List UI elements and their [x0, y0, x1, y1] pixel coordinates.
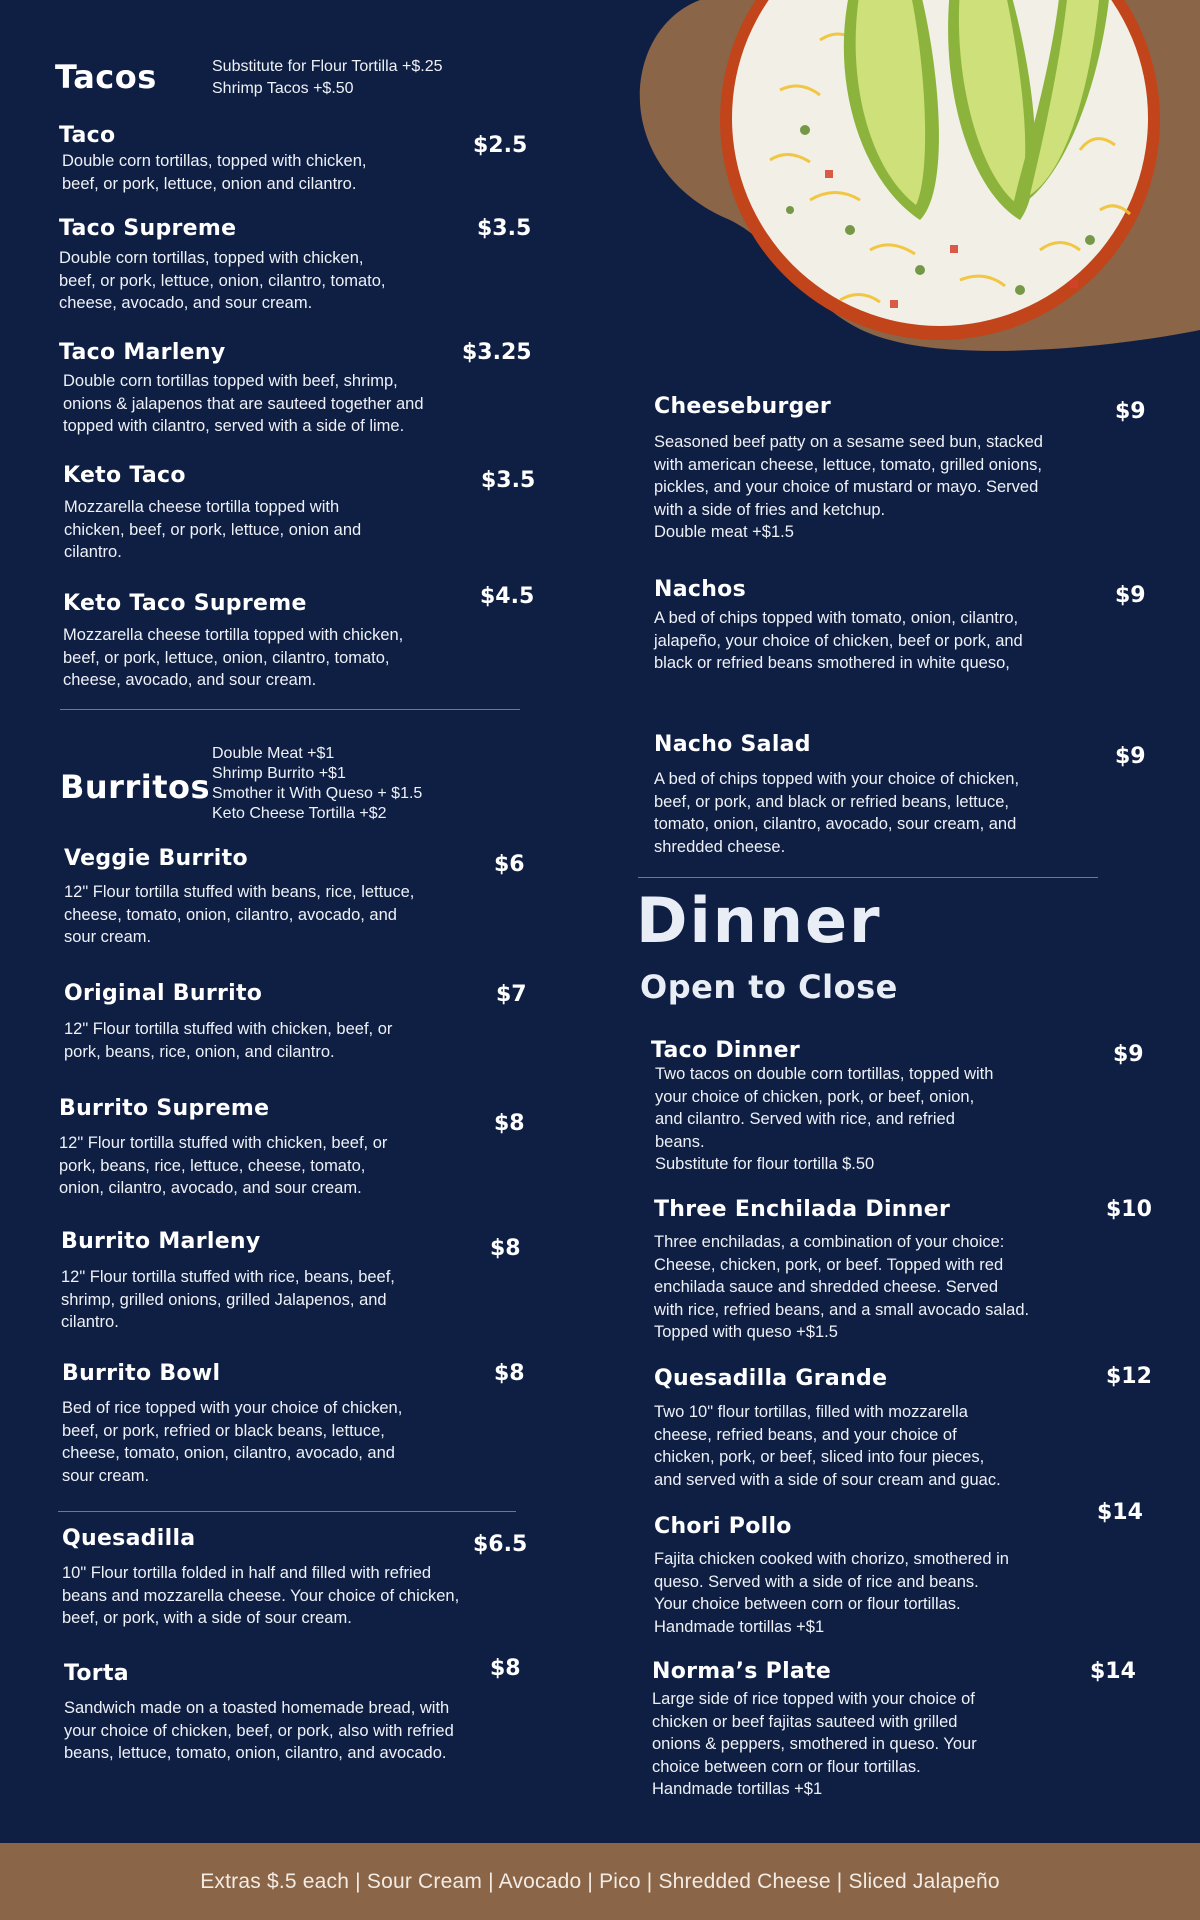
menu-item-name: Burrito Supreme	[59, 1096, 270, 1121]
menu-item-name: Original Burrito	[64, 981, 263, 1006]
menu-item-desc: Double corn tortillas topped with beef, shrimp, onions & jalapenos that are sauteed together and topped with cilantro, served with a side of lime.	[63, 372, 424, 435]
dinner-subheading: Open to Close	[640, 968, 898, 1006]
menu-item-desc: A bed of chips topped with your choice of chicken, beef, or pork, and black or refried beans, lettuce, tomato, onion, cilantro, avocado, sour cream, and shredded cheese.	[654, 770, 1020, 856]
menu-item-desc: Seasoned beef patty on a sesame seed bun, stacked with american cheese, lettuce, tomato, grilled onions, pickles, and your choice of mustard or mayo. Served with a side of fries and ketchup. Double meat +$1.5	[654, 433, 1043, 541]
menu-item-desc: Mozzarella cheese tortilla topped with chicken, beef, or pork, lettuce, onion and cilantro.	[64, 498, 362, 561]
menu-item-desc: Mozzarella cheese tortilla topped with chicken, beef, or pork, lettuce, onion, cilantro, tomato, cheese, avocado, and sour cream.	[63, 626, 404, 689]
menu-item-price: $4.5	[480, 584, 535, 609]
menu-item-price: $3.5	[477, 216, 532, 241]
menu-item-name: Taco Dinner	[651, 1038, 801, 1063]
menu-item-price: $9	[1115, 583, 1146, 608]
menu-item-price: $9	[1115, 399, 1146, 424]
menu-item-desc: Double corn tortillas, topped with chicken, beef, or pork, lettuce, onion, cilantro, tomato, cheese, avocado, and sour cream.	[59, 249, 386, 312]
menu-item-name: Cheeseburger	[654, 394, 832, 419]
menu-item-name: Taco	[59, 123, 116, 148]
tacos-note-flour: Substitute for Flour Tortilla +$.25	[212, 58, 443, 75]
menu-item-name: Chori Pollo	[654, 1514, 792, 1539]
menu-item-price: $9	[1115, 744, 1146, 769]
divider	[638, 877, 1098, 878]
menu-item-name: Keto Taco Supreme	[63, 591, 307, 616]
menu-item-price: $8	[490, 1236, 521, 1261]
menu-item-desc: Two tacos on double corn tortillas, topped with your choice of chicken, pork, or beef, onion, and cilantro. Served with rice, and refried beans. Substitute for flour tortilla $.50	[655, 1065, 994, 1173]
menu-item-desc: 12" Flour tortilla stuffed with rice, beans, beef, shrimp, grilled onions, grilled Jalapenos, and cilantro.	[61, 1268, 395, 1331]
tacos-heading: Tacos	[55, 58, 157, 96]
menu-item-name: Torta	[64, 1661, 129, 1686]
menu-item-price: $8	[494, 1111, 525, 1136]
burritos-notes: Double Meat +$1 Shrimp Burrito +$1 Smother it With Queso + $1.5 Keto Cheese Tortilla +$2	[212, 745, 423, 822]
menu-item-name: Quesadilla Grande	[654, 1366, 888, 1391]
menu-item-name: Nacho Salad	[654, 732, 811, 757]
divider	[60, 709, 520, 710]
menu-item-desc: Double corn tortillas, topped with chicken, beef, or pork, lettuce, onion and cilantro.	[62, 152, 367, 193]
menu-item-name: Three Enchilada Dinner	[654, 1197, 951, 1222]
menu-item-price: $3.25	[462, 340, 532, 365]
menu-item-desc: Two 10" flour tortillas, filled with mozzarella cheese, refried beans, and your choice of chicken, pork, or beef, sliced into four pieces, and served with a side of sour cream and guac.	[654, 1403, 1001, 1489]
menu-item-price: $7	[496, 982, 527, 1007]
menu-item-price: $14	[1097, 1500, 1143, 1525]
menu-item-price: $12	[1106, 1364, 1152, 1389]
divider	[58, 1511, 516, 1512]
dinner-heading: Dinner	[636, 884, 882, 957]
menu-item-desc: Sandwich made on a toasted homemade bread, with your choice of chicken, beef, or pork, also with refried beans, lettuce, tomato, onion, cilantro, and avocado.	[64, 1699, 454, 1762]
menu-item-price: $9	[1113, 1042, 1144, 1067]
extras-footer	[0, 1843, 1200, 1920]
tacos-note-shrimp: Shrimp Tacos +$.50	[212, 80, 354, 97]
menu-item-name: Norma’s Plate	[652, 1659, 832, 1684]
menu-item-desc: 12" Flour tortilla stuffed with chicken, beef, or pork, beans, rice, lettuce, cheese, tomato, onion, cilantro, avocado, and sour cream.	[59, 1134, 388, 1197]
menu-item-name: Taco Supreme	[59, 216, 237, 241]
menu-item-price: $6	[494, 852, 525, 877]
menu-item-name: Taco Marleny	[59, 340, 226, 365]
menu-item-name: Burrito Marleny	[61, 1229, 261, 1254]
food-image	[620, 0, 1200, 360]
burritos-heading: Burritos	[60, 768, 211, 806]
menu-item-desc: Three enchiladas, a combination of your choice: Cheese, chicken, pork, or beef. Topped with red enchilada sauce and shredded cheese. Served with rice, refried beans, and a small avocado salad. Topped with queso +$1.5	[654, 1233, 1030, 1341]
menu-item-desc: A bed of chips topped with tomato, onion, cilantro, jalapeño, your choice of chicken, beef or pork, and black or refried beans smothered in white queso,	[654, 609, 1023, 672]
menu-item-name: Nachos	[654, 577, 746, 602]
menu-item-price: $6.5	[473, 1532, 528, 1557]
menu-item-desc: Fajita chicken cooked with chorizo, smothered in queso. Served with a side of rice and beans. Your choice between corn or flour tortillas. Handmade tortillas +$1	[654, 1550, 1009, 1636]
menu-item-price: $8	[494, 1361, 525, 1386]
extras-text: Extras $.5 each | Sour Cream | Avocado | Pico | Shredded Cheese | Sliced Jalapeño	[200, 1869, 1000, 1893]
menu-item-price: $10	[1106, 1197, 1152, 1222]
menu-item-price: $3.5	[481, 468, 536, 493]
menu-item-desc: Large side of rice topped with your choice of chicken or beef fajitas sauteed with grilled onions & peppers, smothered in queso. Your choice between corn or flour tortillas. Handmade tortillas +$1	[652, 1690, 977, 1798]
menu-item-desc: 12" Flour tortilla stuffed with beans, rice, lettuce, cheese, tomato, onion, cilantro, avocado, and sour cream.	[64, 883, 415, 946]
menu-item-price: $2.5	[473, 133, 528, 158]
menu-item-name: Burrito Bowl	[62, 1361, 221, 1386]
menu-item-price: $8	[490, 1656, 521, 1681]
menu-item-desc: 12" Flour tortilla stuffed with chicken, beef, or pork, beans, rice, onion, and cilantro.	[64, 1020, 393, 1061]
menu-item-price: $14	[1090, 1659, 1136, 1684]
menu-item-desc: Bed of rice topped with your choice of chicken, beef, or pork, refried or black beans, lettuce, cheese, tomato, onion, cilantro, avocado, and sour cream.	[62, 1399, 403, 1485]
menu-item-desc: 10" Flour tortilla folded in half and filled with refried beans and mozzarella cheese. Your choice of chicken, beef, or pork, with a side of sour cream.	[62, 1564, 460, 1627]
menu-item-name: Quesadilla	[62, 1526, 196, 1551]
menu-item-name: Veggie Burrito	[64, 846, 248, 871]
menu-item-name: Keto Taco	[63, 463, 186, 488]
